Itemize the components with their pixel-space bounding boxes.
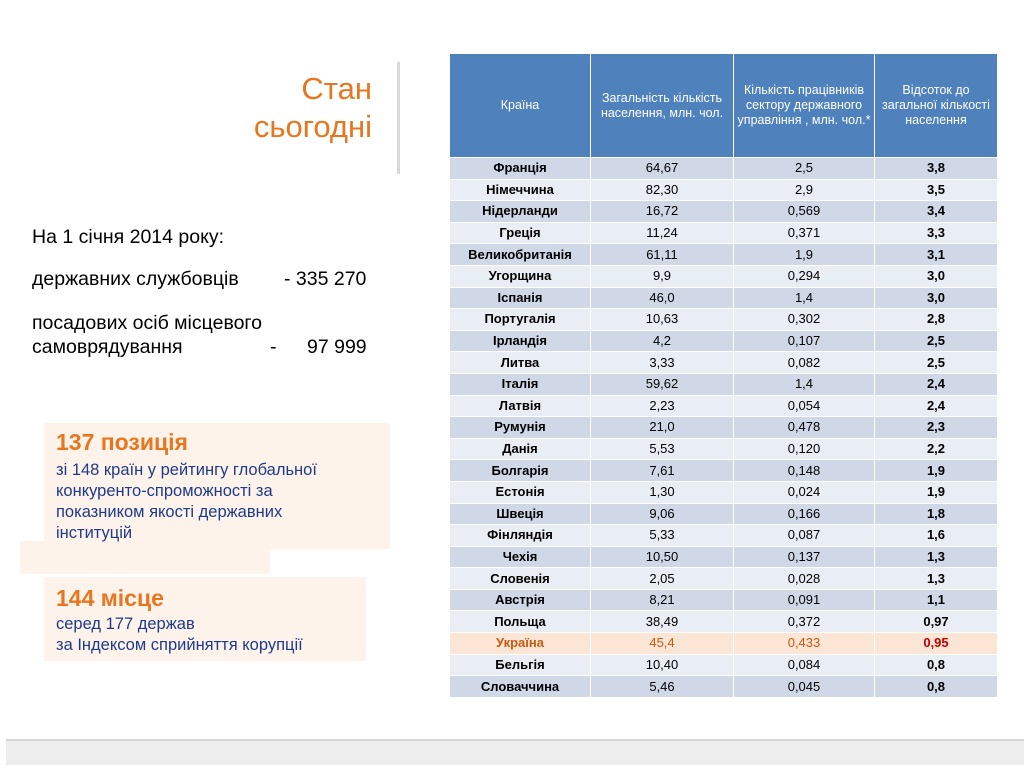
percentage-cell: 0,97 (875, 611, 998, 633)
country-cell: Україна (450, 633, 591, 655)
employees-cell: 0,087 (734, 525, 875, 547)
employees-cell: 0,302 (734, 309, 875, 331)
vertical-divider (397, 62, 400, 174)
corruption-line-1: серед 177 держав (56, 615, 195, 633)
table-row (450, 352, 998, 374)
country-cell: Іспанія (450, 287, 591, 309)
employees-cell: 0,082 (734, 352, 875, 374)
population-cell: 16,72 (591, 201, 734, 223)
population-cell: 10,63 (591, 309, 734, 331)
table-row (450, 654, 998, 676)
employees-cell: 1,9 (734, 244, 875, 266)
table-header-row (450, 54, 998, 158)
percentage-cell: 2,5 (875, 352, 998, 374)
stats-civil-servants-label: державних службовців (32, 268, 239, 290)
table-row (450, 287, 998, 309)
percentage-cell: 2,3 (875, 417, 998, 439)
population-cell: 45,4 (591, 633, 734, 655)
country-cell: Латвія (450, 395, 591, 417)
country-cell: Австрія (450, 589, 591, 611)
country-cell: Болгарія (450, 460, 591, 482)
percentage-cell: 0,8 (875, 654, 998, 676)
population-cell: 5,53 (591, 438, 734, 460)
country-cell: Словаччина (450, 676, 591, 698)
employees-cell: 0,091 (734, 589, 875, 611)
population-cell: 9,06 (591, 503, 734, 525)
population-cell: 21,0 (591, 417, 734, 439)
population-cell: 11,24 (591, 222, 734, 244)
percentage-cell: 1,9 (875, 481, 998, 503)
slide-title (72, 70, 372, 146)
table-row (450, 611, 998, 633)
percentage-cell: 1,9 (875, 460, 998, 482)
table-row (450, 546, 998, 568)
percentage-cell: 0,8 (875, 676, 998, 698)
table-row (450, 201, 998, 223)
percentage-cell: 2,4 (875, 373, 998, 395)
competitiveness-line-4: інституцій (56, 524, 133, 542)
percentage-cell: 2,8 (875, 309, 998, 331)
country-cell: Франція (450, 158, 591, 180)
employees-cell: 2,9 (734, 179, 875, 201)
stats-local-officials-label-2: самоврядування (32, 336, 183, 358)
country-cell: Чехія (450, 546, 591, 568)
country-cell: Нідерланди (450, 201, 591, 223)
population-cell: 10,50 (591, 546, 734, 568)
employees-cell: 0,148 (734, 460, 875, 482)
percentage-cell: 2,2 (875, 438, 998, 460)
table-row (450, 330, 998, 352)
employees-cell: 0,137 (734, 546, 875, 568)
table-row (450, 568, 998, 590)
population-cell: 7,61 (591, 460, 734, 482)
employees-cell: 0,166 (734, 503, 875, 525)
percentage-cell: 3,0 (875, 287, 998, 309)
employees-cell: 1,4 (734, 373, 875, 395)
public-sector-table (449, 53, 998, 698)
competitiveness-line-1: зі 148 країн у рейтингу глобальної (56, 461, 317, 479)
country-cell: Словенія (450, 568, 591, 590)
table-row (450, 525, 998, 547)
header-percentage: Відсоток до загальної кількості населення (875, 54, 998, 158)
population-cell: 1,30 (591, 481, 734, 503)
population-cell: 5,33 (591, 525, 734, 547)
employees-cell: 0,433 (734, 633, 875, 655)
employees-cell: 2,5 (734, 158, 875, 180)
population-cell: 46,0 (591, 287, 734, 309)
table-row (450, 158, 998, 180)
country-cell: Данія (450, 438, 591, 460)
header-population: Загальність кількість населення, млн. чол. (591, 54, 734, 158)
percentage-cell: 1,3 (875, 568, 998, 590)
percentage-cell: 1,3 (875, 546, 998, 568)
employees-cell: 0,569 (734, 201, 875, 223)
competitiveness-callout (44, 423, 390, 549)
country-cell: Фінляндія (450, 525, 591, 547)
slide-title-line-1: Стан (301, 71, 372, 106)
employees-cell: 0,024 (734, 481, 875, 503)
population-cell: 59,62 (591, 373, 734, 395)
table-body (450, 158, 998, 698)
country-cell: Ірландія (450, 330, 591, 352)
country-cell: Польща (450, 611, 591, 633)
table-row (450, 676, 998, 698)
percentage-cell: 1,8 (875, 503, 998, 525)
country-cell: Італія (450, 373, 591, 395)
table-row (450, 417, 998, 439)
competitiveness-line-2: конкуренто-спроможності за (56, 482, 273, 500)
population-cell: 3,33 (591, 352, 734, 374)
employees-cell: 0,107 (734, 330, 875, 352)
employees-cell: 0,045 (734, 676, 875, 698)
population-cell: 82,30 (591, 179, 734, 201)
population-cell: 2,23 (591, 395, 734, 417)
corruption-line-2: за Індексом сприйняття корупції (56, 636, 303, 654)
table-row (450, 460, 998, 482)
country-cell: Бельгія (450, 654, 591, 676)
employees-cell: 1,4 (734, 287, 875, 309)
stats-date: На 1 січня 2014 року: (32, 226, 225, 248)
population-cell: 5,46 (591, 676, 734, 698)
table-row (450, 244, 998, 266)
country-cell: Естонія (450, 481, 591, 503)
percentage-cell: 2,4 (875, 395, 998, 417)
country-cell: Швеція (450, 503, 591, 525)
table-row (450, 395, 998, 417)
percentage-cell: 3,0 (875, 265, 998, 287)
corruption-heading: 144 місце (56, 585, 164, 611)
percentage-cell: 3,4 (875, 201, 998, 223)
country-cell: Німеччина (450, 179, 591, 201)
country-cell: Великобританія (450, 244, 591, 266)
country-cell: Португалія (450, 309, 591, 331)
table-row (450, 309, 998, 331)
employees-cell: 0,028 (734, 568, 875, 590)
population-cell: 2,05 (591, 568, 734, 590)
population-cell: 4,2 (591, 330, 734, 352)
population-cell: 10,40 (591, 654, 734, 676)
table-row (450, 633, 998, 655)
employees-cell: 0,294 (734, 265, 875, 287)
population-cell: 38,49 (591, 611, 734, 633)
employees-cell: 0,054 (734, 395, 875, 417)
table-row (450, 179, 998, 201)
stats-local-officials-dash: - (270, 336, 277, 358)
country-cell: Литва (450, 352, 591, 374)
stats-local-officials-value: 97 999 (307, 336, 367, 358)
competitiveness-line-3: показником якості державних (56, 503, 283, 521)
percentage-cell: 3,8 (875, 158, 998, 180)
percentage-cell: 1,6 (875, 525, 998, 547)
header-public-employees: Кількість працівників сектору державного управління , млн. чол.* (734, 54, 875, 158)
country-cell: Румунія (450, 417, 591, 439)
table-row (450, 373, 998, 395)
footer-bar (6, 739, 1024, 765)
country-cell: Греція (450, 222, 591, 244)
corruption-callout (44, 577, 366, 661)
population-cell: 9,9 (591, 265, 734, 287)
stats-civil-servants-value: - 335 270 (284, 268, 367, 290)
table-row (450, 222, 998, 244)
percentage-cell: 0,95 (875, 633, 998, 655)
percentage-cell: 2,5 (875, 330, 998, 352)
percentage-cell: 3,1 (875, 244, 998, 266)
table-row (450, 481, 998, 503)
table-row (450, 589, 998, 611)
table-row (450, 265, 998, 287)
employees-cell: 0,084 (734, 654, 875, 676)
percentage-cell: 3,3 (875, 222, 998, 244)
population-cell: 64,67 (591, 158, 734, 180)
table-row (450, 503, 998, 525)
percentage-cell: 1,1 (875, 589, 998, 611)
percentage-cell: 3,5 (875, 179, 998, 201)
employees-cell: 0,372 (734, 611, 875, 633)
population-cell: 61,11 (591, 244, 734, 266)
slide-title-line-2: сьогодні (253, 109, 372, 144)
competitiveness-heading: 137 позиція (56, 429, 188, 455)
country-cell: Угорщина (450, 265, 591, 287)
employees-cell: 0,478 (734, 417, 875, 439)
stats-local-officials-label-1: посадових осіб місцевого (32, 312, 262, 334)
population-cell: 8,21 (591, 589, 734, 611)
employees-cell: 0,371 (734, 222, 875, 244)
table-row (450, 438, 998, 460)
header-country: Країна (450, 54, 591, 158)
employees-cell: 0,120 (734, 438, 875, 460)
